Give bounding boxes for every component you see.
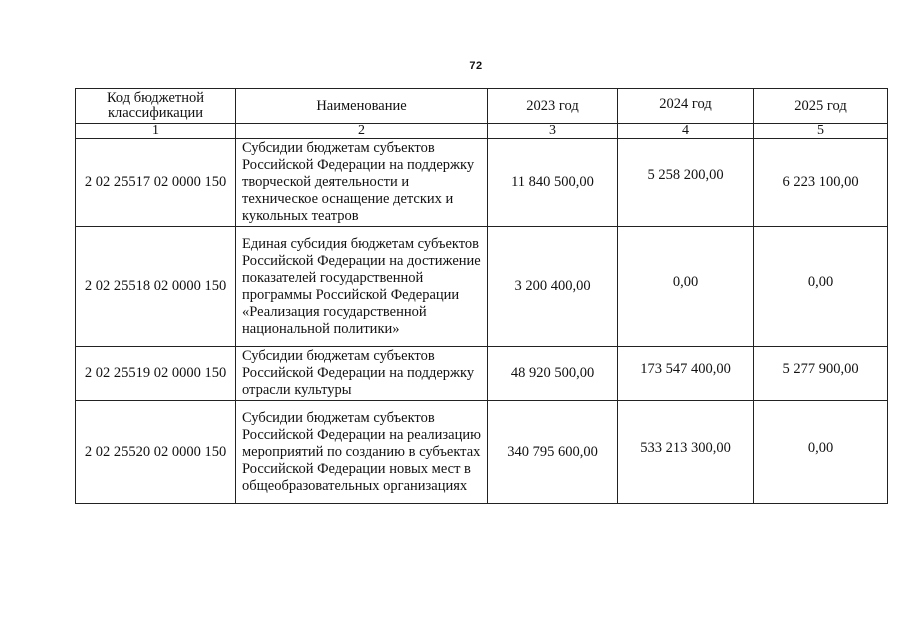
- page-number: 72: [469, 60, 483, 72]
- column-number: 3: [488, 124, 618, 139]
- cell-2024: 5 258 200,00: [618, 139, 754, 227]
- cell-name: Субсидии бюджетам субъектов Российской Федерации на реализацию мероприятий по созданию в субъектах Российской Федерации новых мест в общеобразовательных организациях: [236, 401, 488, 504]
- cell-name: Субсидии бюджетам субъектов Российской Федерации на поддержку отрасли культуры: [236, 347, 488, 401]
- cell-2023: 3 200 400,00: [488, 227, 618, 347]
- header-2024: [618, 89, 754, 124]
- table-row: [76, 347, 888, 401]
- table-row: [76, 227, 888, 347]
- cell-code: 2 02 25519 02 0000 150: [76, 347, 236, 401]
- cell-2023: 11 840 500,00: [488, 139, 618, 227]
- cell-code: 2 02 25518 02 0000 150: [76, 227, 236, 347]
- cell-2025: 0,00: [754, 401, 888, 504]
- column-number: 5: [754, 124, 888, 139]
- header-2025: 2025 год: [754, 89, 888, 124]
- header-2023: 2023 год: [488, 89, 618, 124]
- table-header-row: [76, 89, 888, 124]
- table-row: [76, 401, 888, 504]
- column-number: 2: [236, 124, 488, 139]
- column-number-row: [76, 124, 888, 139]
- column-number: 1: [76, 124, 236, 139]
- header-name: Наименование: [236, 89, 488, 124]
- cell-2023: 340 795 600,00: [488, 401, 618, 504]
- column-number: 4: [618, 124, 754, 139]
- cell-2025: 6 223 100,00: [754, 139, 888, 227]
- cell-name: Субсидии бюджетам субъектов Российской Федерации на поддержку творческой деятельности и техническое оснащение детских и кукольных театров: [236, 139, 488, 227]
- budget-table: [75, 88, 888, 504]
- cell-code: 2 02 25520 02 0000 150: [76, 401, 236, 504]
- cell-2025: 5 277 900,00: [754, 347, 888, 401]
- cell-2024: 0,00: [618, 227, 754, 347]
- cell-2024: 173 547 400,00: [618, 347, 754, 401]
- table-row: [76, 139, 888, 227]
- header-2024-label: 2024 год: [659, 95, 712, 112]
- cell-2024: 533 213 300,00: [618, 401, 754, 504]
- cell-2023: 48 920 500,00: [488, 347, 618, 401]
- header-code: Код бюджетной классификации: [76, 89, 236, 124]
- cell-code: 2 02 25517 02 0000 150: [76, 139, 236, 227]
- cell-name: Единая субсидия бюджетам субъектов Российской Федерации на достижение показателей государственной программы Российской Федерации «Реализация государственной национальной политики»: [236, 227, 488, 347]
- cell-2025: 0,00: [754, 227, 888, 347]
